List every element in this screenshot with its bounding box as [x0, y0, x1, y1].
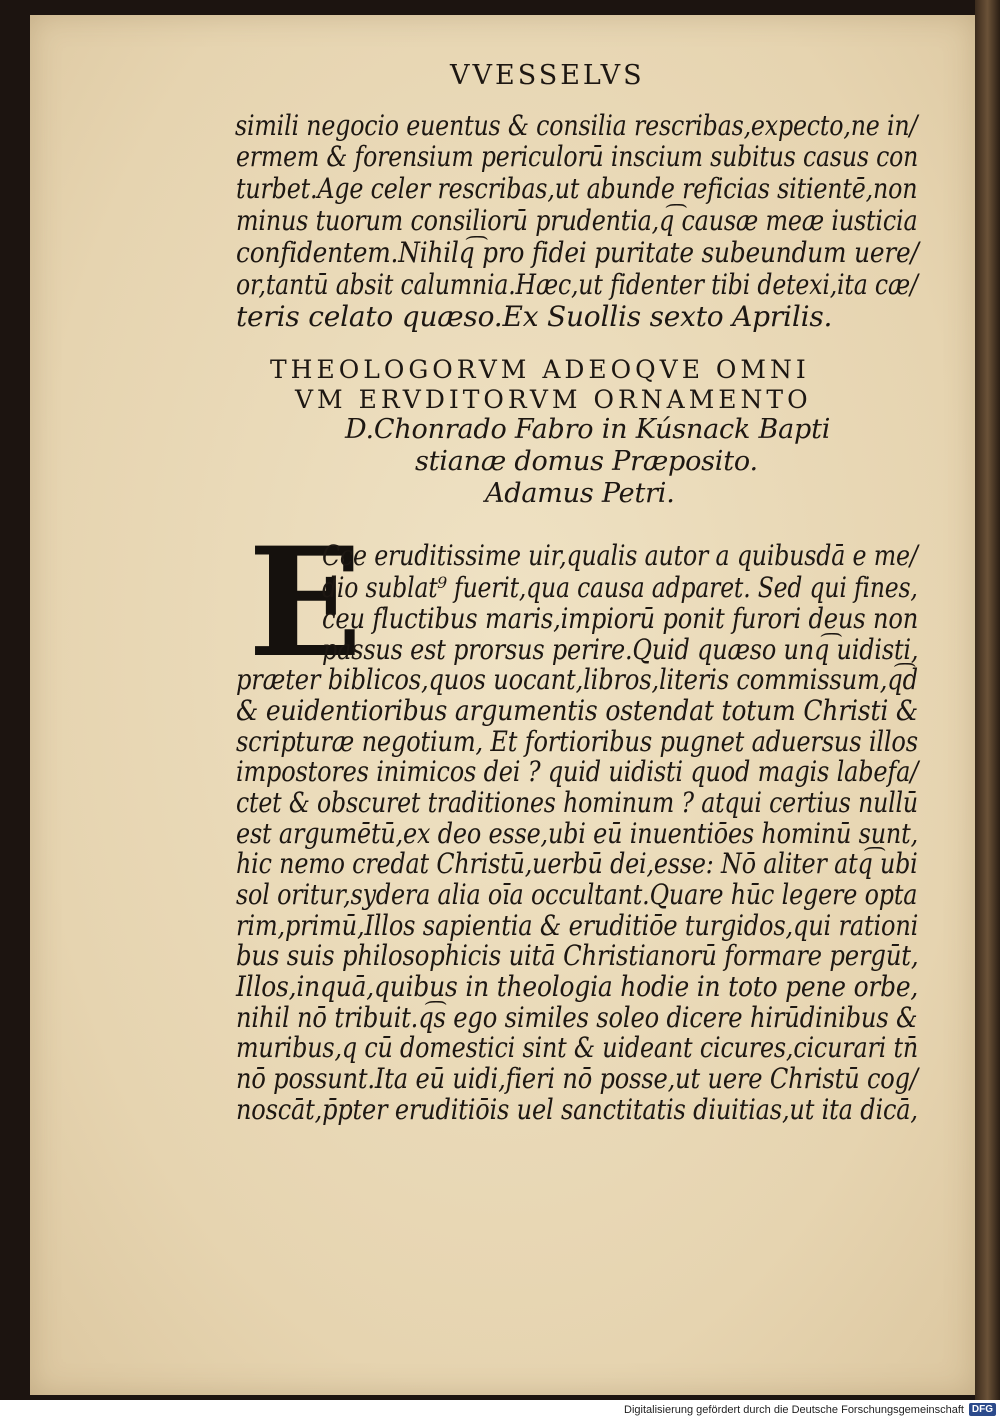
text-line: noscāt,p̄pter eruditiōis uel sanctitatis diuitias,ut ita dicā, [236, 1093, 918, 1126]
text-line: passus est prorsus perire.Quid quæso unq͡ uidisti, [322, 633, 919, 666]
text-line: dio sublat⁹ fuerit,qua causa adparet. Sed qui fines, [322, 571, 918, 604]
text-line: præter biblicos,quos uocant,libros,literis commissum,q͡d [236, 663, 918, 696]
text-line: confidentem.Nihilq͡ pro fidei puritate subeundum uere/ [236, 236, 919, 269]
text-line: Illos,inquā,quibus in theologia hodie in toto pene orbe, [236, 970, 919, 1003]
funding-credit: Digitalisierung gefördert durch die Deutsche Forschungsgemeinschaft [624, 1404, 964, 1416]
text-line: ermem & forensium periculorū inscium subitus casus con [236, 140, 919, 173]
text-line: simili negocio euentus & consilia rescribas,expecto,ne in/ [235, 109, 918, 142]
text-line: muribus,q cū domestici sint & uideant cicures,cicurari tn̄ [236, 1031, 919, 1064]
heading-caps-line: VM ERVDITORVM ORNAMENTO [295, 385, 812, 414]
text-line: hic nemo credat Christū,uerbū dei,esse: Nō aliter atq͡ ubi [236, 847, 918, 880]
text-line: est argumētū,ex deo esse,ubi eū inuentiōes hominū sunt, [236, 817, 919, 850]
text-line: turbet.Age celer rescribas,ut abunde reficias sitientē,non [236, 172, 918, 205]
running-head: VVESSELVS [450, 60, 645, 91]
text-line: ctet & obscuret traditiones hominum ? atqui certius nullū [236, 786, 918, 819]
decorated-initial-letter: E [248, 515, 363, 691]
text-line: ceu fluctibus maris,impiorū ponit furori deus non [322, 602, 919, 635]
text-line: teris celato quæso.Ex Suollis sexto Aprilis. [236, 300, 833, 333]
text-line: & euidentioribus argumentis ostendat totum Christi & [236, 694, 918, 727]
text-line: impostores inimicos dei ? quid uidisti quod magis labefa/ [236, 755, 919, 788]
heading-caps-line: THEOLOGORVM ADEOQVE OMNI [270, 355, 810, 384]
dfg-logo-icon: DFG [969, 1403, 996, 1416]
heading-author-line: Adamus Petri. [485, 478, 675, 509]
book-spine-edge [975, 0, 1000, 1400]
text-line: scripturæ negotium, Et fortioribus pugnet aduersus illos [236, 725, 918, 758]
heading-recipient-line: D.Chonrado Fabro in Kúsnack Bapti [345, 414, 831, 445]
text-line: nō possunt.Ita eū uidi,fieri nō posse,ut uere Christū cog/ [236, 1062, 918, 1095]
text-line: minus tuorum consiliorū prudentia,q͡ causæ meæ iusticia [236, 204, 918, 237]
text-line: bus suis philosophicis uitā Christianorū formare pergūt, [236, 939, 919, 972]
text-line: or,tantū absit calumnia.Hæc,ut fidenter tibi detexi,ita cæ/ [236, 268, 918, 301]
text-line: nihil nō tribuit.q͡s ego similes soleo dicere hirūdinibus & [236, 1001, 918, 1034]
heading-recipient-line: stianæ domus Præposito. [415, 446, 758, 477]
text-line: sol oritur,sydera alia oīa occultant.Quare hūc legere opta [236, 878, 918, 911]
text-line: rim,primū,Illos sapientia & eruditiōe turgidos,qui rationi [236, 909, 919, 942]
text-line: Cce eruditissime uir,qualis autor a quibusdā e me/ [322, 539, 918, 572]
